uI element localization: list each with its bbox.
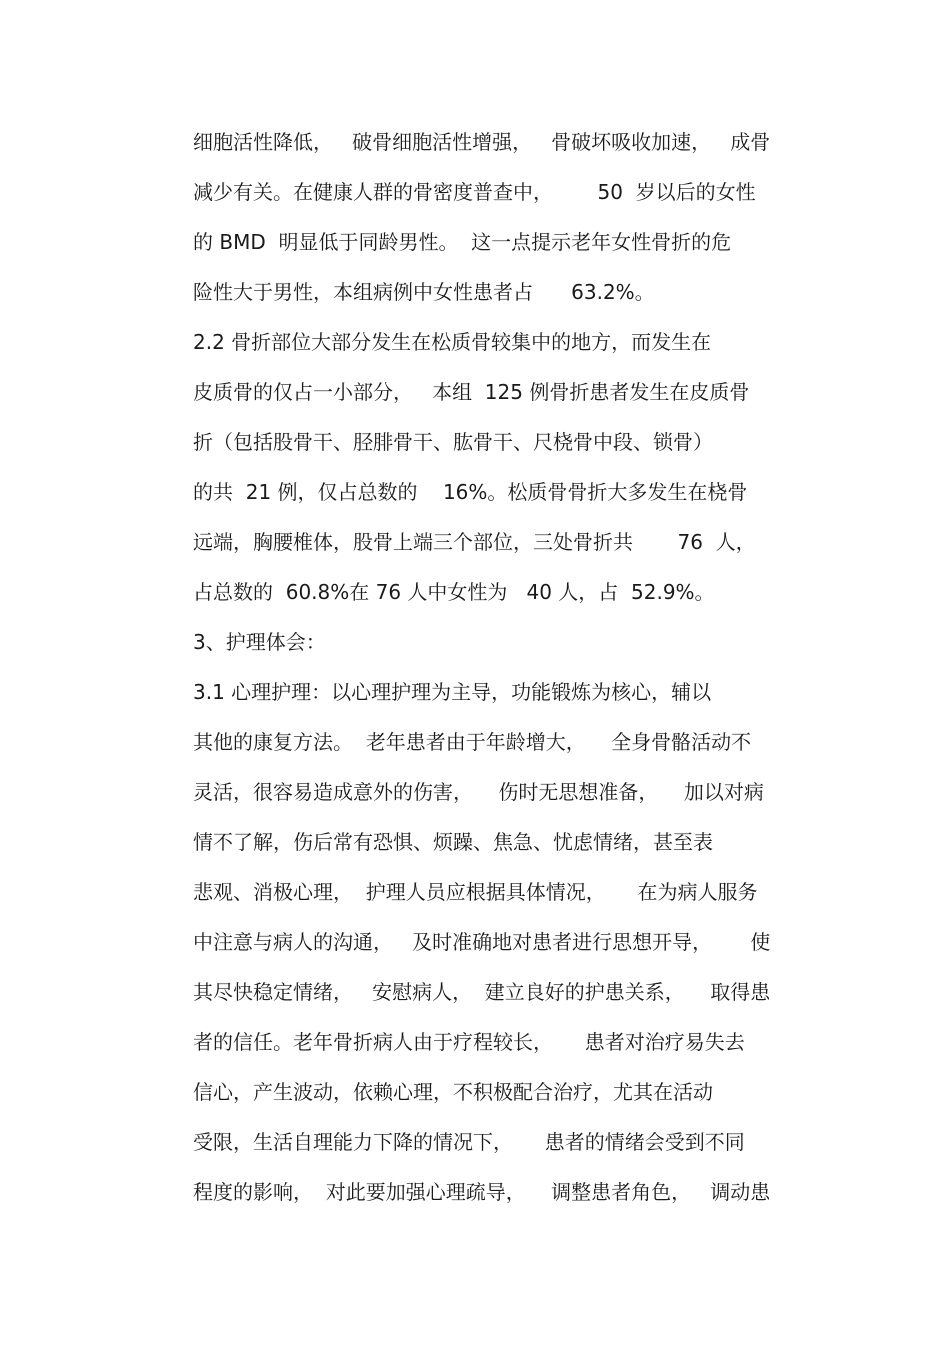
text-line: 受限，生活自理能力下降的情况下， 患者的情绪会受到不同 <box>193 1130 745 1154</box>
text-line: 程度的影响， 对此要加强心理疏导， 调整患者角色， 调动患 <box>193 1180 771 1204</box>
section-3-1-line: 3.1 心理护理：以心理护理为主导，功能锻炼为核心，辅以 <box>193 680 712 704</box>
body-text <box>193 120 823 1220</box>
text-line: 细胞活性降低， 破骨细胞活性增强， 骨破坏吸收加速， 成骨 <box>193 130 771 154</box>
text-line: 其尽快稳定情绪， 安慰病人， 建立良好的护患关系， 取得患 <box>193 980 771 1004</box>
text-line: 者的信任。老年骨折病人由于疗程较长， 患者对治疗易失去 <box>193 1030 745 1054</box>
text-line: 的共 21 例，仅占总数的 16%。松质骨骨折大多发生在桡骨 <box>193 480 748 504</box>
section-3-heading: 3、护理体会： <box>193 630 326 654</box>
text-line: 信心，产生波动，依赖心理，不积极配合治疗，尤其在活动 <box>193 1080 713 1104</box>
text-line: 灵活，很容易造成意外的伤害， 伤时无思想准备， 加以对病 <box>193 780 764 804</box>
text-line: 悲观、消极心理， 护理人员应根据具体情况， 在为病人服务 <box>193 880 758 904</box>
text-line: 的 BMD 明显低于同龄男性。 这一点提示老年女性骨折的危 <box>193 230 732 254</box>
text-line: 折（包括股骨干、胫腓骨干、肱骨干、尺桡骨中段、锁骨） <box>193 430 713 454</box>
text-line: 占总数的 60.8%在 76 人中女性为 40 人，占 52.9%。 <box>193 580 715 604</box>
text-line: 其他的康复方法。 老年患者由于年龄增大， 全身骨骼活动不 <box>193 730 752 754</box>
text-line: 减少有关。在健康人群的骨密度普查中， 50 岁以后的女性 <box>193 180 756 204</box>
section-2-2-line: 2.2 骨折部位大部分发生在松质骨较集中的地方，而发生在 <box>193 330 712 354</box>
text-line: 皮质骨的仅占一小部分， 本组 125 例骨折患者发生在皮质骨 <box>193 380 750 404</box>
text-line: 险性大于男性，本组病例中女性患者占 63.2%。 <box>193 280 655 304</box>
text-line: 远端，胸腰椎体，股骨上端三个部位，三处骨折共 76 人， <box>193 530 756 554</box>
text-line: 情不了解，伤后常有恐惧、烦躁、焦急、忧虑情绪，甚至表 <box>193 830 713 854</box>
text-line: 中注意与病人的沟通， 及时准确地对患者进行思想开导， 使 <box>193 930 771 954</box>
